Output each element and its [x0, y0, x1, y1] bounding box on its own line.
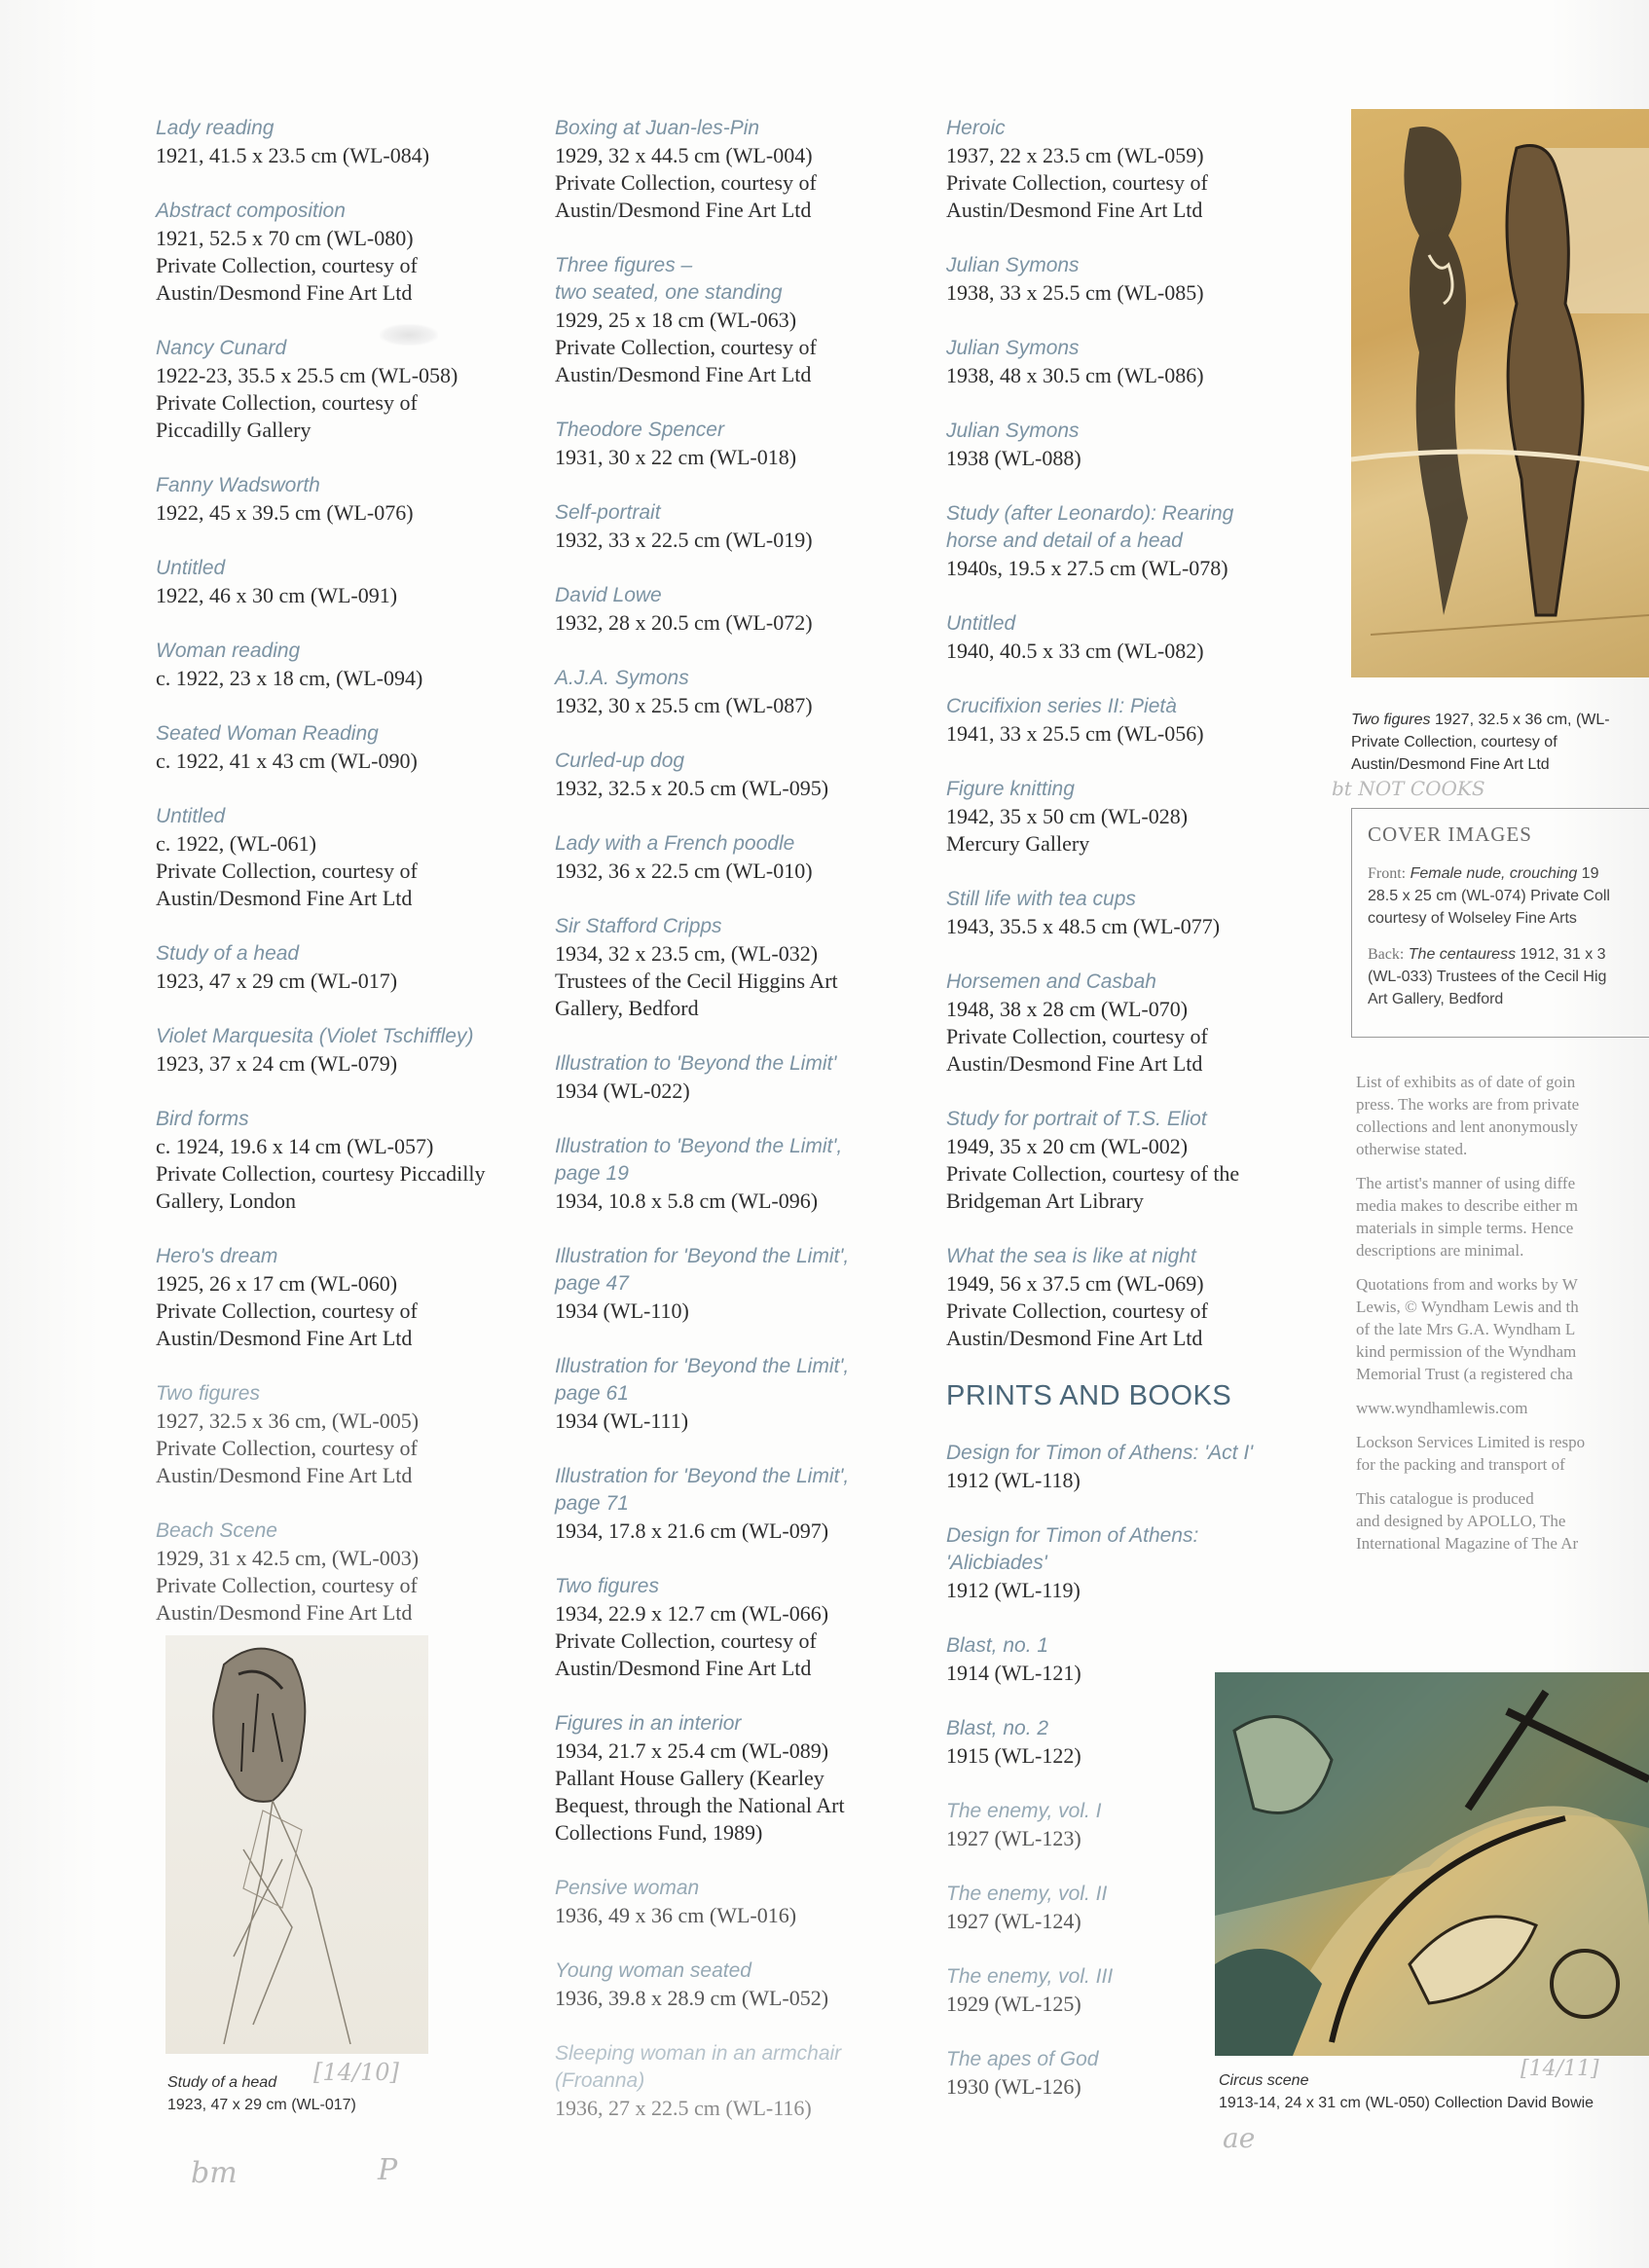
exhibit-title: Figures in an interior [555, 1712, 742, 1735]
exhibit-entry [555, 1050, 939, 1105]
exhibit-entry [156, 1243, 540, 1352]
note-line: Memorial Trust (a registered cha [1356, 1365, 1573, 1383]
circus-scene-image [1215, 1672, 1649, 2056]
exhibit-entry [946, 1106, 1316, 1215]
exhibit-entry [156, 335, 540, 444]
exhibit-details: 1942, 35 x 50 cm (WL-028) [946, 804, 1189, 828]
note-line: descriptions are minimal. [1356, 1241, 1524, 1260]
exhibit-details: 1921, 41.5 x 23.5 cm (WL-084) [156, 143, 430, 167]
exhibit-title: A.J.A. Symons [555, 667, 689, 689]
note-line: materials in simple terms. Hence [1356, 1219, 1574, 1237]
handwritten-ref: [14/10] [313, 2059, 399, 2086]
exhibit-title: The apes of God [946, 2048, 1099, 2070]
exhibit-title: Sir Stafford Cripps [555, 915, 722, 937]
exhibit-details: 1927, 32.5 x 36 cm, (WL-005) [156, 1408, 420, 1433]
exhibit-details: 1940s, 19.5 x 27.5 cm (WL-078) [946, 556, 1228, 580]
exhibit-entry [555, 1133, 939, 1215]
exhibit-details: 1922-23, 35.5 x 25.5 cm (WL-058) [156, 363, 458, 387]
exhibit-provenance: Piccadilly Gallery [156, 418, 311, 442]
exhibit-provenance: Austin/Desmond Fine Art Ltd [156, 1463, 413, 1487]
note-line: This catalogue is produced [1356, 1489, 1534, 1508]
exhibit-title: Curled-up dog [555, 750, 685, 772]
exhibit-details: 1940, 40.5 x 33 cm (WL-082) [946, 639, 1204, 663]
exhibit-title: Untitled [156, 557, 226, 579]
note-paragraph [1356, 1487, 1649, 1555]
exhibit-list [946, 115, 1316, 1352]
exhibit-title: Bird forms [156, 1108, 249, 1130]
exhibit-title: Blast, no. 1 [946, 1634, 1049, 1657]
exhibit-details: 1949, 35 x 20 cm (WL-002) [946, 1134, 1189, 1158]
cover-front: Front: Female nude, crouching 19 28.5 x 25 cm (WL-074) Private Coll courtesy of Wolseley Fine Arts [1368, 865, 1610, 927]
exhibit-title: Illustration for 'Beyond the Limit', page 61 [555, 1355, 850, 1405]
exhibit-entry [156, 720, 540, 775]
exhibit-entry [555, 499, 939, 554]
exhibit-details: 1931, 30 x 22 cm (WL-018) [555, 445, 797, 469]
exhibit-entry [555, 913, 939, 1022]
exhibit-details: 1934 (WL-022) [555, 1079, 690, 1103]
note-line: collections and lent anonymously [1356, 1117, 1579, 1136]
exhibit-details: 1934, 32 x 23.5 cm, (WL-032) [555, 941, 819, 966]
exhibit-entry [156, 115, 540, 169]
exhibit-details: 1921, 52.5 x 70 cm (WL-080) [156, 226, 414, 250]
exhibit-provenance: Pallant House Gallery (Kearley [555, 1766, 824, 1790]
exhibit-entry [946, 418, 1316, 472]
exhibit-details: 1925, 26 x 17 cm (WL-060) [156, 1271, 398, 1296]
exhibit-title: Lady with a French poodle [555, 832, 795, 855]
note-line: of the late Mrs G.A. Wyndham L [1356, 1320, 1576, 1338]
exhibit-entry [555, 748, 939, 802]
note-paragraph [1356, 1071, 1649, 1160]
exhibit-entry [555, 830, 939, 885]
caption-title: Circus scene [1219, 2072, 1309, 2089]
note-line: List of exhibits as of date of goin [1356, 1073, 1576, 1091]
exhibit-entry [156, 1023, 540, 1078]
exhibit-details: 1936, 49 x 36 cm (WL-016) [555, 1903, 797, 1927]
exhibit-details: 1943, 35.5 x 48.5 cm (WL-077) [946, 914, 1221, 938]
exhibit-details: 1929, 31 x 42.5 cm, (WL-003) [156, 1546, 420, 1570]
exhibit-title: Theodore Spencer [555, 419, 724, 441]
exhibit-details: 1915 (WL-122) [946, 1743, 1081, 1768]
exhibit-title: Still life with tea cups [946, 888, 1136, 910]
exhibit-details: 1932, 28 x 20.5 cm (WL-072) [555, 610, 813, 635]
exhibit-entry [555, 1463, 939, 1545]
exhibit-title: Heroic [946, 117, 1006, 139]
exhibit-title: Study of a head [156, 942, 300, 965]
two-figures-caption [1332, 709, 1649, 800]
exhibit-provenance: Private Collection, courtesy of [156, 1436, 418, 1460]
exhibit-entry [156, 940, 540, 995]
exhibit-details: 1927 (WL-123) [946, 1826, 1081, 1850]
note-line: and designed by APOLLO, The [1356, 1512, 1566, 1530]
note-line: Lockson Services Limited is respo [1356, 1433, 1586, 1451]
exhibit-details: 1936, 27 x 22.5 cm (WL-116) [555, 2096, 812, 2120]
note-line: www.wyndhamlewis.com [1356, 1399, 1528, 1417]
exhibit-details: 1929, 32 x 44.5 cm (WL-004) [555, 143, 813, 167]
exhibit-details: c. 1922, 41 x 43 cm (WL-090) [156, 749, 418, 773]
exhibit-details: 1932, 33 x 22.5 cm (WL-019) [555, 528, 813, 552]
exhibit-provenance: Gallery, London [156, 1189, 296, 1213]
exhibit-entry [555, 582, 939, 637]
exhibit-provenance: Private Collection, courtesy Piccadilly [156, 1161, 486, 1186]
exhibit-provenance: Austin/Desmond Fine Art Ltd [156, 1326, 413, 1350]
exhibit-details: 1936, 39.8 x 28.9 cm (WL-052) [555, 1986, 829, 2010]
exhibit-title: Sleeping woman in an armchair (Froanna) [555, 2042, 842, 2092]
exhibit-details: 1923, 37 x 24 cm (WL-079) [156, 1051, 398, 1076]
caption-title: Study of a head [167, 2074, 277, 2091]
exhibit-details: 1930 (WL-126) [946, 2074, 1081, 2099]
note-line: International Magazine of The Ar [1356, 1534, 1579, 1553]
exhibit-title: Self-portrait [555, 501, 661, 524]
exhibit-details: c. 1924, 19.6 x 14 cm (WL-057) [156, 1134, 434, 1158]
exhibit-title: Julian Symons [946, 337, 1080, 359]
exhibit-details: 1923, 47 x 29 cm (WL-017) [156, 969, 398, 993]
exhibit-details: 1934, 10.8 x 5.8 cm (WL-096) [555, 1189, 819, 1213]
exhibit-provenance: Private Collection, courtesy of [156, 1573, 418, 1597]
exhibit-title: Untitled [156, 805, 226, 827]
exhibit-details: c. 1922, 23 x 18 cm, (WL-094) [156, 666, 423, 690]
caption-title: Two figures [1351, 712, 1431, 728]
note-line: Quotations from and works by W [1356, 1275, 1578, 1294]
cover-images-box [1351, 808, 1649, 1038]
exhibit-details: 1912 (WL-119) [946, 1578, 1081, 1602]
note-line: press. The works are from private [1356, 1095, 1580, 1114]
exhibit-provenance: Austin/Desmond Fine Art Ltd [946, 198, 1203, 222]
exhibit-provenance: Collections Fund, 1989) [555, 1820, 763, 1845]
handwritten-mark-middle: P [378, 2153, 398, 2187]
exhibit-provenance: Trustees of the Cecil Higgins Art [555, 969, 838, 993]
exhibit-provenance: Austin/Desmond Fine Art Ltd [156, 280, 413, 305]
note-line: Lewis, © Wyndham Lewis and th [1356, 1298, 1579, 1316]
exhibit-title: Julian Symons [946, 254, 1080, 276]
exhibit-entry [555, 252, 939, 388]
exhibit-title: Study for portrait of T.S. Eliot [946, 1108, 1207, 1130]
exhibit-entry [156, 198, 540, 307]
note-paragraph [1356, 1273, 1649, 1385]
caption-detail: 1927, 32.5 x 36 cm, (WL- [1434, 712, 1610, 728]
exhibit-title: Hero's dream [156, 1245, 278, 1267]
circus-scene-caption [1219, 2057, 1649, 2114]
exhibit-provenance: Private Collection, courtesy of [156, 390, 418, 415]
exhibit-details: 1922, 45 x 39.5 cm (WL-076) [156, 500, 414, 525]
exhibit-provenance: Private Collection, courtesy of [555, 335, 817, 359]
exhibit-title: Boxing at Juan-les-Pin [555, 117, 760, 139]
exhibit-details: 1938, 48 x 30.5 cm (WL-086) [946, 363, 1204, 387]
exhibit-entry [555, 1957, 939, 2012]
exhibit-provenance: Austin/Desmond Fine Art Ltd [555, 362, 812, 386]
exhibit-details: 1932, 36 x 22.5 cm (WL-010) [555, 859, 813, 883]
study-of-a-head-caption [167, 2059, 459, 2116]
exhibit-entry [156, 555, 540, 609]
caption-collection: Private Collection, courtesy of [1351, 734, 1557, 750]
exhibit-provenance: Bridgeman Art Library [946, 1189, 1144, 1213]
caption-courtesy: Austin/Desmond Fine Art Ltd [1351, 756, 1550, 773]
exhibit-title: Illustration to 'Beyond the Limit', page 19 [555, 1135, 843, 1185]
exhibit-entry [156, 472, 540, 527]
exhibit-title: Two figures [156, 1382, 260, 1405]
exhibit-column-2 [555, 115, 939, 2150]
cover-back: Back: The centauress 1912, 31 x 3 (WL-033) Trustees of the Cecil Hig Art Gallery, Bedford [1368, 946, 1607, 1007]
exhibit-title: Crucifixion series II: Pietà [946, 695, 1177, 717]
exhibit-provenance: Private Collection, courtesy of [555, 1628, 817, 1653]
two-figures-image [1351, 109, 1649, 677]
exhibit-details: 1937, 22 x 23.5 cm (WL-059) [946, 143, 1204, 167]
exhibit-details: 1934, 22.9 x 12.7 cm (WL-066) [555, 1601, 829, 1626]
exhibit-entry [946, 252, 1316, 307]
exhibit-details: 1949, 56 x 37.5 cm (WL-069) [946, 1271, 1204, 1296]
exhibit-provenance: Private Collection, courtesy of [156, 859, 418, 883]
exhibit-title: Horsemen and Casbah [946, 970, 1156, 993]
exhibit-details: 1938 (WL-088) [946, 446, 1081, 470]
exhibit-entry [946, 500, 1316, 582]
note-line: media makes to describe either m [1356, 1196, 1578, 1215]
exhibit-title: Pensive woman [555, 1877, 700, 1899]
note-paragraph [1356, 1397, 1649, 1419]
exhibit-entry [946, 1522, 1316, 1604]
exhibit-provenance: Private Collection, courtesy of [946, 170, 1208, 195]
note-paragraph [1356, 1172, 1649, 1262]
exhibit-title: Illustration for 'Beyond the Limit', page 71 [555, 1465, 850, 1515]
exhibit-entry [156, 638, 540, 692]
exhibit-entry [555, 1353, 939, 1435]
exhibit-details: 1934 (WL-110) [555, 1299, 689, 1323]
exhibit-entry [555, 1243, 939, 1325]
handwritten-mark-right: ae [1223, 2122, 1256, 2154]
exhibit-title: What the sea is like at night [946, 1245, 1196, 1267]
exhibit-details: 1934 (WL-111) [555, 1408, 689, 1433]
study-of-a-head-image [165, 1635, 428, 2054]
exhibit-title: Untitled [946, 612, 1016, 635]
exhibit-details: c. 1922, (WL-061) [156, 831, 316, 856]
exhibit-provenance: Austin/Desmond Fine Art Ltd [156, 886, 413, 910]
exhibit-entry [946, 886, 1316, 940]
exhibit-entry [555, 417, 939, 471]
exhibit-entry [555, 1710, 939, 1847]
exhibit-entry [946, 693, 1316, 748]
exhibit-details: 1912 (WL-118) [946, 1468, 1081, 1492]
exhibit-title: Blast, no. 2 [946, 1717, 1049, 1739]
exhibit-title: Design for Timon of Athens: 'Alicbiades' [946, 1524, 1199, 1574]
exhibit-entry [555, 1875, 939, 1929]
exhibit-entry [156, 1106, 540, 1215]
exhibit-title: Design for Timon of Athens: 'Act I' [946, 1442, 1254, 1464]
cover-heading: COVER IMAGES [1368, 823, 1532, 846]
exhibit-entry [946, 776, 1316, 858]
exhibit-details: 1941, 33 x 25.5 cm (WL-056) [946, 721, 1204, 746]
caption-detail: 1923, 47 x 29 cm (WL-017) [167, 2097, 356, 2113]
exhibit-details: 1929 (WL-125) [946, 1992, 1081, 2016]
exhibit-details: 1948, 38 x 28 cm (WL-070) [946, 997, 1189, 1021]
exhibit-provenance: Mercury Gallery [946, 831, 1090, 856]
exhibit-details: 1929, 25 x 18 cm (WL-063) [555, 308, 797, 332]
exhibit-entry [555, 1573, 939, 1682]
exhibit-details: 1922, 46 x 30 cm (WL-091) [156, 583, 398, 607]
exhibit-provenance: Austin/Desmond Fine Art Ltd [156, 1600, 413, 1625]
exhibit-provenance: Austin/Desmond Fine Art Ltd [946, 1326, 1203, 1350]
handwritten-ref: [14/11] [1521, 2057, 1599, 2081]
exhibit-details: 1934, 21.7 x 25.4 cm (WL-089) [555, 1738, 829, 1763]
note-line: The artist's manner of using diffe [1356, 1174, 1576, 1192]
exhibit-provenance: Austin/Desmond Fine Art Ltd [555, 198, 812, 222]
exhibit-provenance: Gallery, Bedford [555, 996, 699, 1020]
exhibit-details: 1938, 33 x 25.5 cm (WL-085) [946, 280, 1204, 305]
exhibit-title: Lady reading [156, 117, 275, 139]
exhibit-provenance: Austin/Desmond Fine Art Ltd [946, 1051, 1203, 1076]
prints-heading: PRINTS AND BOOKS [946, 1380, 1232, 1411]
exhibit-title: The enemy, vol. III [946, 1965, 1114, 1988]
exhibit-title: Figure knitting [946, 778, 1075, 800]
note-line: otherwise stated. [1356, 1140, 1468, 1158]
exhibit-provenance: Austin/Desmond Fine Art Ltd [555, 1656, 812, 1680]
exhibit-details: 1934, 17.8 x 21.6 cm (WL-097) [555, 1518, 829, 1543]
exhibit-title: The enemy, vol. I [946, 1800, 1102, 1822]
caption-detail: 1913-14, 24 x 31 cm (WL-050) Collection David Bowie [1219, 2095, 1594, 2111]
exhibit-provenance: Private Collection, courtesy of [555, 170, 817, 195]
note-line: for the packing and transport of [1356, 1455, 1565, 1474]
exhibit-entry [555, 2040, 939, 2122]
note-line: kind permission of the Wyndham [1356, 1342, 1577, 1361]
exhibit-entry [946, 115, 1316, 224]
exhibit-title: Woman reading [156, 640, 301, 662]
exhibit-provenance: Private Collection, courtesy of the [946, 1161, 1240, 1186]
exhibit-details: 1932, 32.5 x 20.5 cm (WL-095) [555, 776, 829, 800]
exhibit-entry [156, 1518, 540, 1627]
exhibit-column-1 [156, 115, 540, 1655]
exhibit-details: 1932, 30 x 25.5 cm (WL-087) [555, 693, 813, 717]
exhibit-title: Beach Scene [156, 1519, 277, 1542]
exhibit-entry [555, 115, 939, 224]
exhibit-entry [946, 1440, 1316, 1494]
exhibit-entry [555, 665, 939, 719]
exhibit-title: David Lowe [555, 584, 662, 606]
exhibit-entry [946, 1243, 1316, 1352]
exhibit-title: Seated Woman Reading [156, 722, 379, 745]
exhibit-entry [946, 610, 1316, 665]
exhibit-details: 1914 (WL-121) [946, 1661, 1081, 1685]
exhibit-provenance: Private Collection, courtesy of [946, 1299, 1208, 1323]
handwritten-mark-left: bm [191, 2156, 238, 2190]
exhibit-title: The enemy, vol. II [946, 1883, 1108, 1905]
catalogue-notes [1356, 1071, 1649, 1566]
exhibit-title: Illustration for 'Beyond the Limit', page 47 [555, 1245, 850, 1295]
exhibit-entry [946, 969, 1316, 1078]
exhibit-title: Young woman seated [555, 1959, 751, 1982]
exhibit-entry [946, 335, 1316, 389]
exhibit-title: Study (after Leonardo): Rearing horse and detail of a head [946, 502, 1234, 552]
exhibit-title: Violet Marquesita (Violet Tschiffley) [156, 1025, 474, 1047]
exhibit-title: Abstract composition [156, 200, 346, 222]
exhibit-title: Fanny Wadsworth [156, 474, 320, 496]
exhibit-title: Two figures [555, 1575, 659, 1597]
exhibit-details: 1927 (WL-124) [946, 1909, 1081, 1933]
exhibit-title: Illustration to 'Beyond the Limit' [555, 1052, 837, 1075]
exhibit-provenance: Private Collection, courtesy of [156, 253, 418, 277]
exhibit-provenance: Private Collection, courtesy of [946, 1024, 1208, 1048]
exhibit-provenance: Private Collection, courtesy of [156, 1299, 418, 1323]
exhibit-provenance: Bequest, through the National Art [555, 1793, 845, 1817]
exhibit-title: Julian Symons [946, 420, 1080, 442]
note-paragraph [1356, 1431, 1649, 1476]
exhibit-entry [156, 803, 540, 912]
handwritten-note: bt NOT COOKS [1332, 777, 1485, 800]
exhibit-entry [156, 1380, 540, 1489]
exhibit-title: Nancy Cunard [156, 337, 287, 359]
exhibit-title: Three figures – two seated, one standing [555, 254, 783, 304]
